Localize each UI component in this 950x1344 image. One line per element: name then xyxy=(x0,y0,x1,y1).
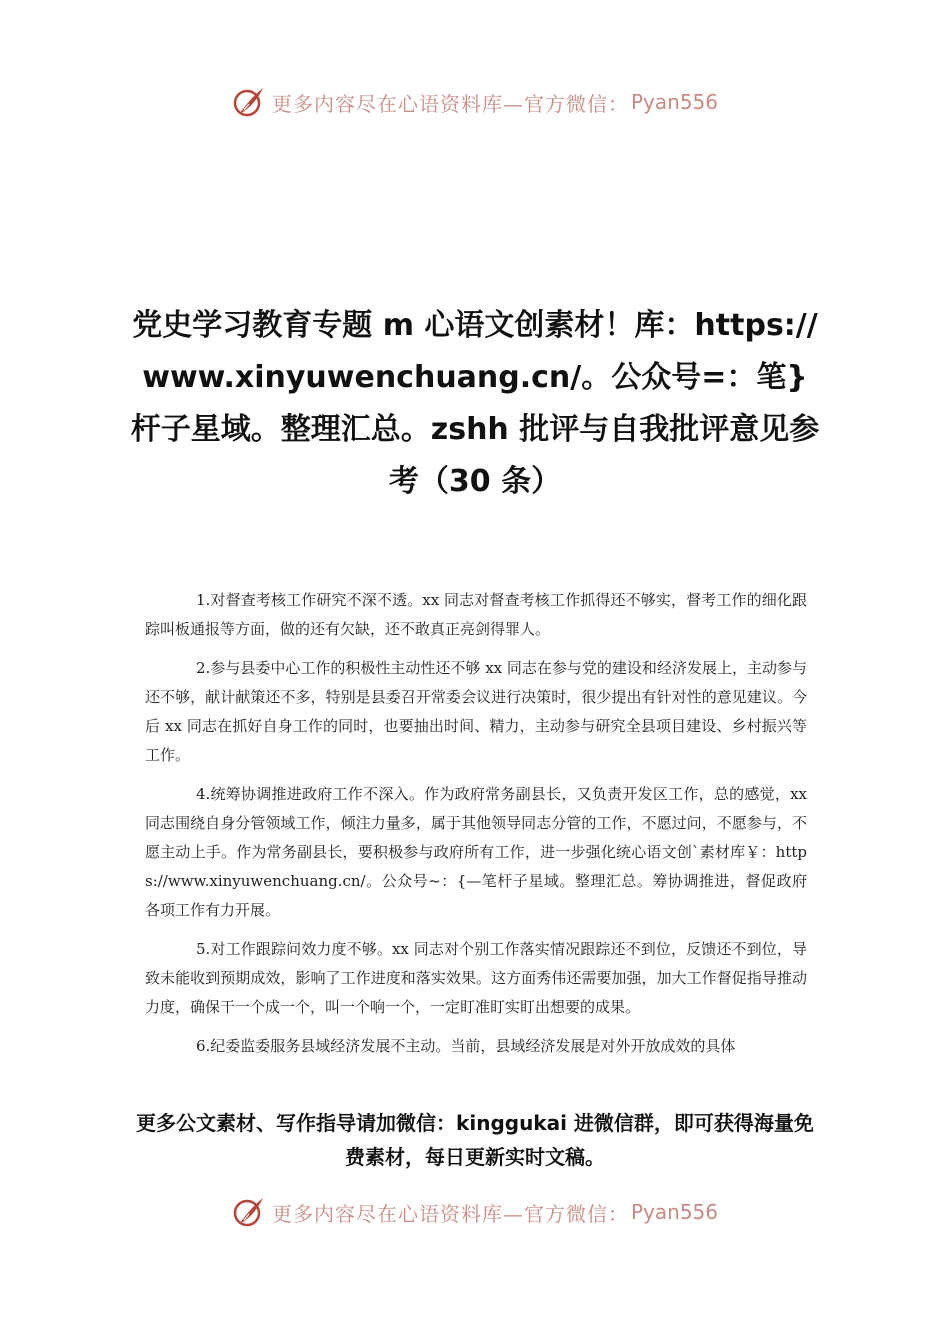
paragraph: 4.统筹协调推进政府工作不深入。作为政府常务副县长，又负责开发区工作，总的感觉，xx 同志围绕自身分管领域工作，倾注力量多，属于其他领导同志分管的工作，不愿过问，不愿参与，不愿主动上手。作为常务副县长，要积极参与政府所有工作，进一步强化统心语文创`素材库￥：https://www.xinyuwenchuang.cn/。公众号~：{—笔杆子星域。整理汇总。筹协调推进，督促政府各项工作有力开展。 xyxy=(145,785,807,919)
banner-text: 更多内容尽在心语资料库—官方微信： xyxy=(271,91,629,116)
banner-handle: Pyan556 xyxy=(630,1200,718,1224)
quill-logo-icon xyxy=(232,85,266,119)
paragraph: 2.参与县委中心工作的积极性主动性还不够 xx 同志在参与党的建设和经济发展上，主动参与还不够，献计献策还不多，特别是县委召开常委会议进行决策时，很少提出有针对性的意见建议。今后 xx 同志在抓好自身工作的同时，也要抽出时间、精力，主动参与研究全县项目建设、乡村振兴等工作。 xyxy=(145,659,807,764)
banner-text: 更多内容尽在心语资料库—官方微信： xyxy=(271,1201,629,1226)
paragraph: 6.纪委监委服务县域经济发展不主动。当前，县域经济发展是对外开放成效的具体 xyxy=(196,1037,736,1055)
document-body xyxy=(145,586,807,1071)
banner-handle: Pyan556 xyxy=(630,90,718,114)
footer-banner xyxy=(0,1190,950,1234)
promo-text: 更多公文素材、写作指导请加微信：kinggukai 进微信群，即可获得海量免费素材，每日更新实时文稿。 xyxy=(136,1111,814,1169)
paragraph: 1.对督查考核工作研究不深不透。xx 同志对督查考核工作抓得还不够实，督考工作的细化跟踪叫板通报等方面，做的还有欠缺，还不敢真正亮剑得罪人。 xyxy=(145,591,807,638)
document-title: 党史学习教育专题 m 心语文创素材！库：https://www.xinyuwenchuang.cn/。公众号=：笔}杆子星域。整理汇总。zshh 批评与自我批评意见参考（30 条） xyxy=(130,308,820,499)
quill-logo-icon xyxy=(232,1195,266,1229)
header-banner xyxy=(0,80,950,124)
paragraph: 5.对工作跟踪问效力度不够。xx 同志对个别工作落实情况跟踪还不到位，反馈还不到位，导致未能收到预期成效，影响了工作进度和落实效果。这方面秀伟还需要加强，加大工作督促指导推动力度，确保干一个成一个，叫一个响一个，一定盯准盯实盯出想要的成果。 xyxy=(145,940,807,1016)
